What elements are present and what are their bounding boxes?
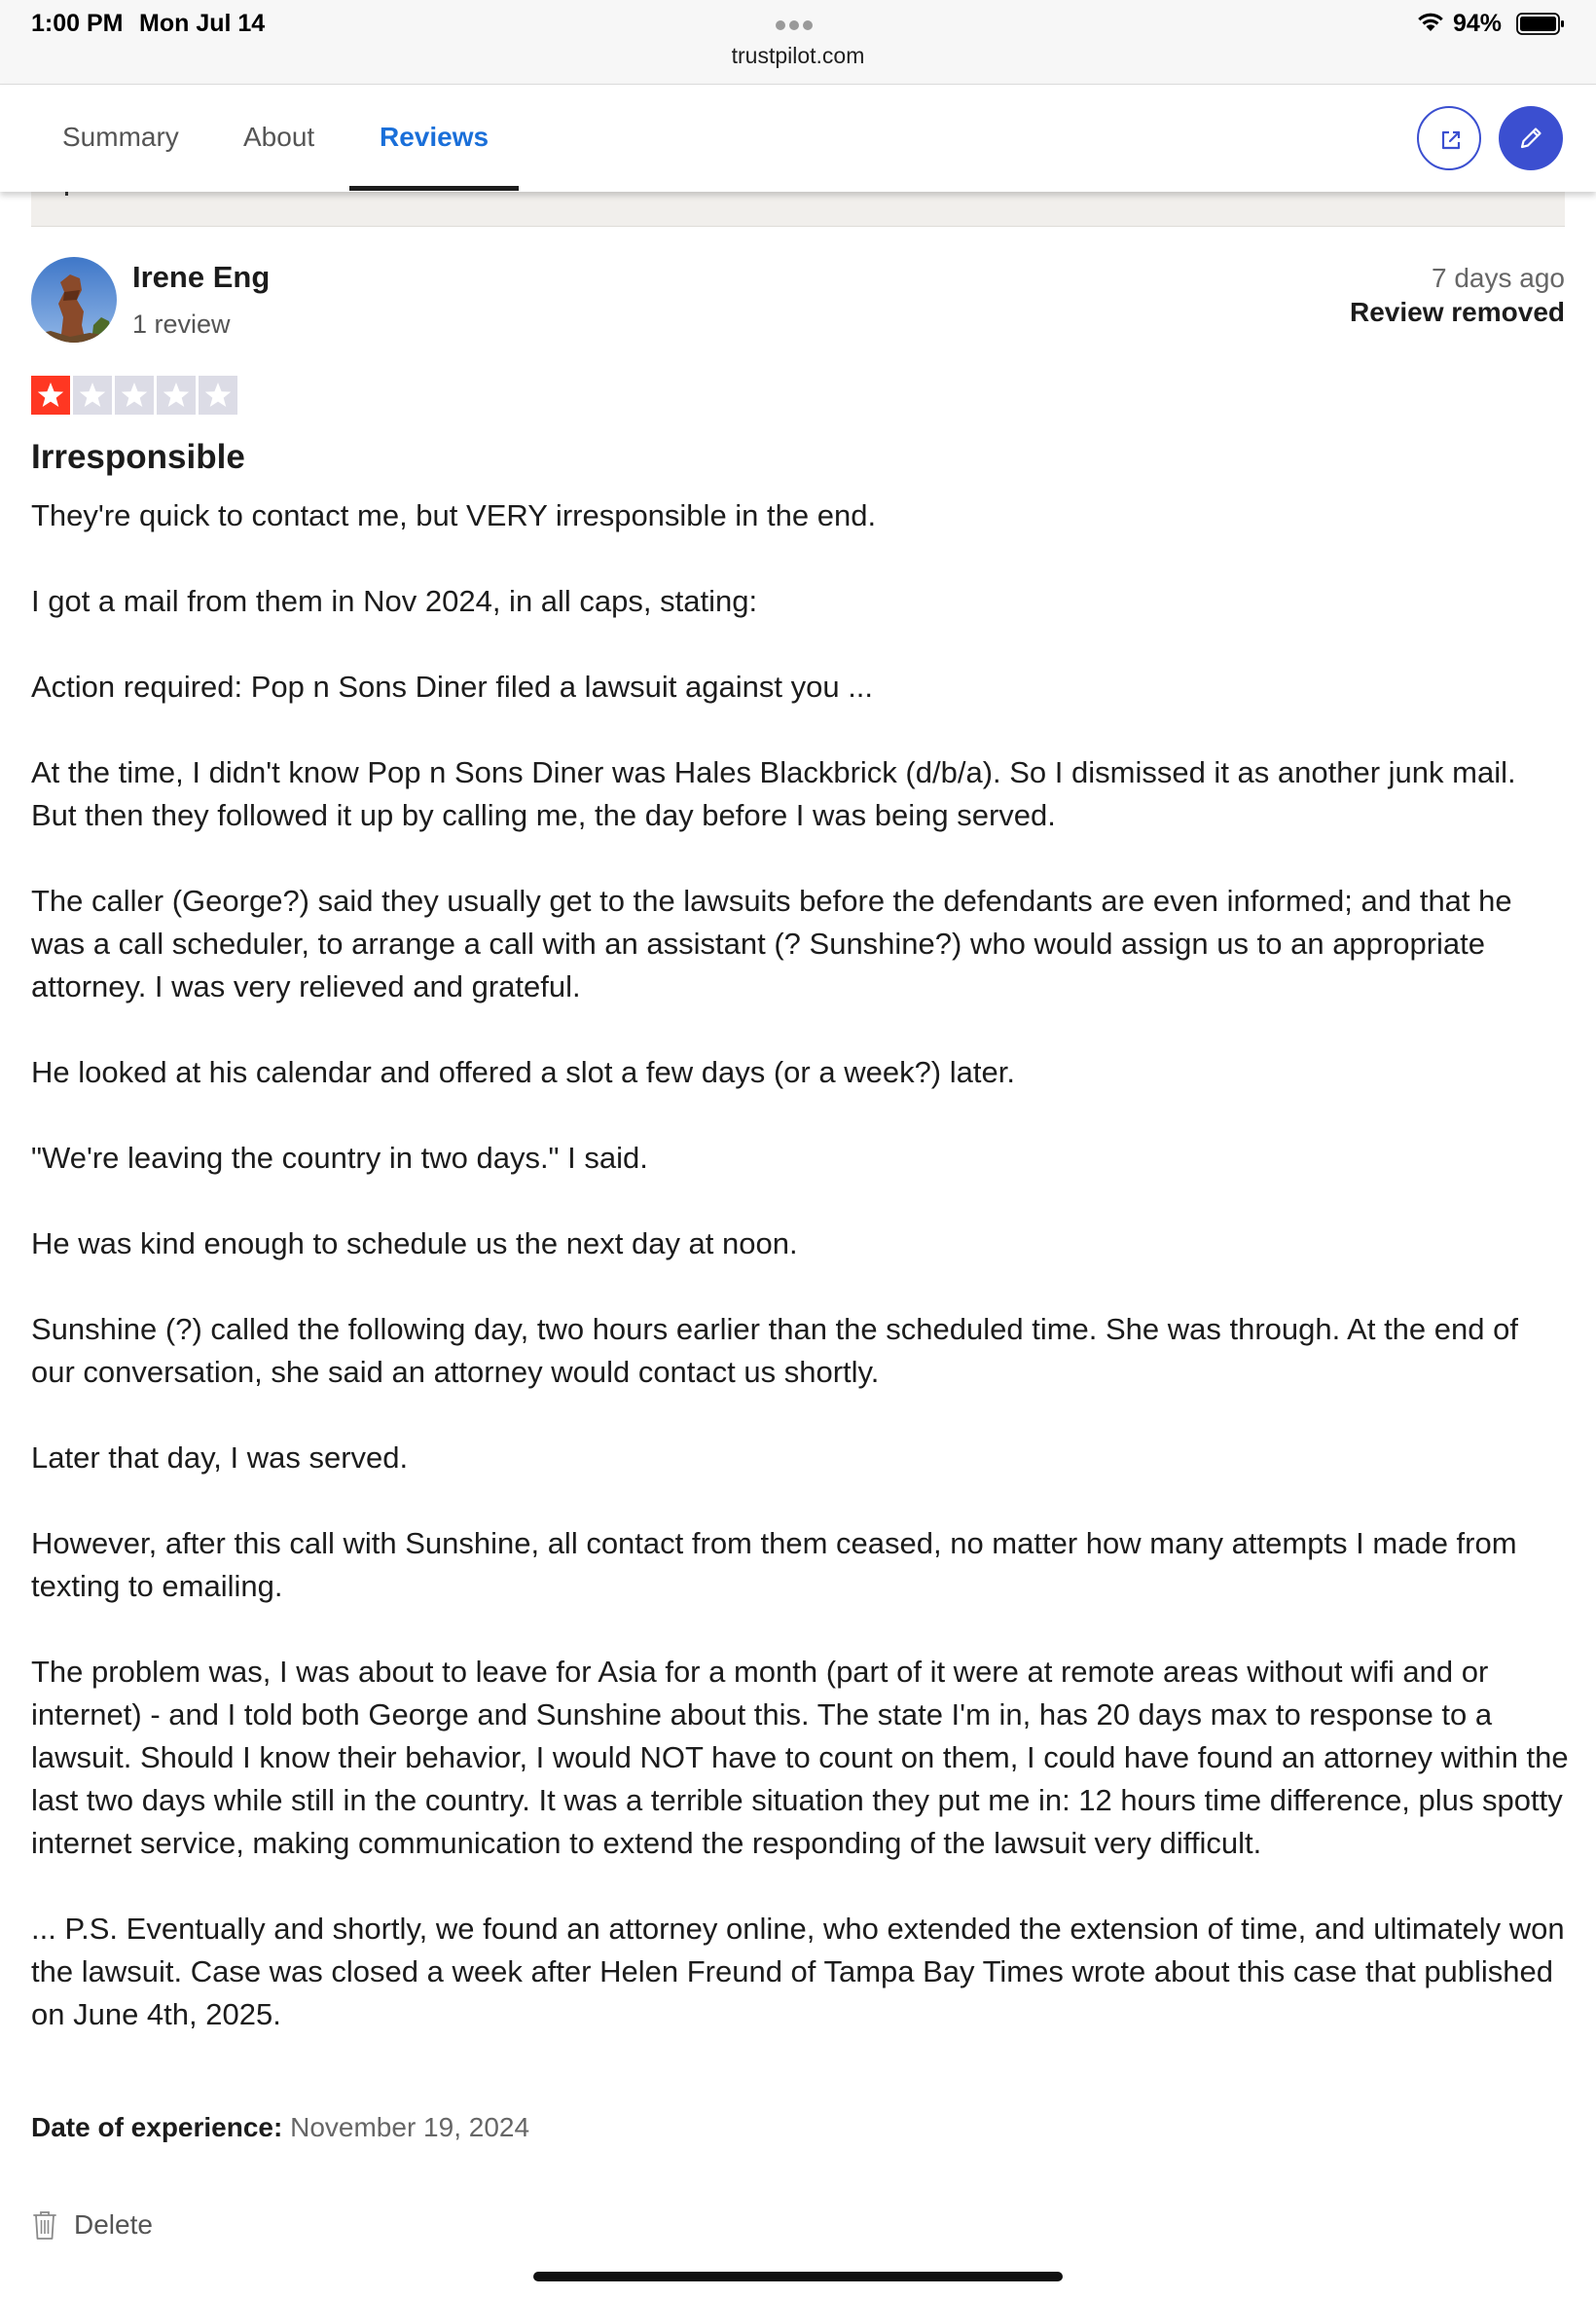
- review-paragraph: Sunshine (?) called the following day, two hours earlier than the scheduled time. She was through. At the end of our conversation, she said an attorney would contact us shortly.: [31, 1312, 1518, 1389]
- date-of-experience: [31, 2112, 529, 2143]
- battery-percent: 94%: [1453, 10, 1503, 37]
- experience-date: November 19, 2024: [290, 2112, 530, 2142]
- review-paragraph: At the time, I didn't know Pop n Sons Diner was Hales Blackbrick (d/b/a). So I dismissed it as another junk mail. But then they followed it up by calling me, the day before I was being served.: [31, 755, 1516, 832]
- write-review-button[interactable]: [1499, 106, 1563, 170]
- review-paragraph: He looked at his calendar and offered a slot a few days (or a week?) later.: [31, 1055, 1015, 1089]
- experience-label: Date of experience:: [31, 2112, 283, 2142]
- review-date: 7 days ago: [1432, 263, 1565, 293]
- address-bar-url[interactable]: trustpilot.com: [731, 43, 865, 68]
- avatar-photo-icon: [31, 257, 117, 343]
- trash-icon: [31, 2208, 58, 2242]
- star-filled-icon: [31, 376, 70, 415]
- wifi-icon: [1416, 12, 1445, 33]
- review-paragraph: However, after this call with Sunshine, all contact from them ceased, no matter how many attempts I made from texting to emailing.: [31, 1526, 1517, 1603]
- reviewer-review-count: 1 review: [132, 310, 231, 339]
- reviewer-name[interactable]: Irene Eng: [132, 260, 271, 294]
- external-link-icon: [1437, 127, 1465, 154]
- home-indicator[interactable]: [533, 2272, 1063, 2281]
- status-date: Mon Jul 14: [139, 10, 266, 37]
- review-paragraph: "We're leaving the country in two days." I said.: [31, 1141, 648, 1175]
- delete-label: Delete: [74, 2209, 153, 2240]
- status-time: 1:00 PM: [31, 10, 124, 37]
- review-paragraph: ... P.S. Eventually and shortly, we found an attorney online, who extended the extension of time, and ultimately won the lawsuit. Case was closed a week after Helen Freund of Tampa Bay Times wrote about this case that published on June 4th, 2025.: [31, 1912, 1565, 2031]
- share-button[interactable]: [1417, 106, 1481, 170]
- tab-about[interactable]: About: [243, 122, 315, 152]
- star-empty-icon: [199, 376, 237, 415]
- review-paragraph: The problem was, I was about to leave for Asia for a month (part of it were at remote areas without wifi and or internet) - and I told both George and Sunshine about this. The state I'm in, has 20 days max to response to a lawsuit. Should I know their behavior, I would NOT have to count on them, I could have found an attorney within the last two days while still in the country. It was a terrible situation they put me in: 12 hours time difference, plus spotty internet service, making communication to extend the responding of the lawsuit very difficult.: [31, 1655, 1569, 1860]
- tab-reviews[interactable]: Reviews: [380, 122, 490, 152]
- battery-icon: [1516, 13, 1565, 35]
- previous-card-edge: [31, 187, 1565, 227]
- star-empty-icon: [115, 376, 154, 415]
- pencil-icon: [1517, 125, 1544, 152]
- review-paragraph: The caller (George?) said they usually get to the lawsuits before the defendants are even informed; and that he was a call scheduler, to arrange a call with an assistant (? Sunshine?) who would assign us to an appropriate attorney. I was very relieved and grateful.: [31, 884, 1512, 1003]
- avatar[interactable]: [31, 257, 117, 343]
- review-paragraph: Action required: Pop n Sons Diner filed a lawsuit against you ...: [31, 670, 874, 704]
- tab-bar: [0, 85, 1596, 192]
- star-empty-icon: [73, 376, 112, 415]
- review-paragraph: He was kind enough to schedule us the next day at noon.: [31, 1226, 798, 1260]
- review-paragraph: I got a mail from them in Nov 2024, in all caps, stating:: [31, 584, 758, 618]
- review-title: Irresponsible: [31, 438, 245, 476]
- more-dots-icon[interactable]: [776, 18, 820, 27]
- active-tab-indicator: [349, 186, 519, 191]
- review-status: Review removed: [1350, 297, 1565, 327]
- review-paragraph: Later that day, I was served.: [31, 1440, 409, 1475]
- review-body: [31, 494, 1569, 2079]
- star-empty-icon: [157, 376, 196, 415]
- tab-summary[interactable]: Summary: [62, 122, 179, 152]
- review-paragraph: They're quick to contact me, but VERY irresponsible in the end.: [31, 498, 877, 532]
- status-bar: [0, 0, 1596, 85]
